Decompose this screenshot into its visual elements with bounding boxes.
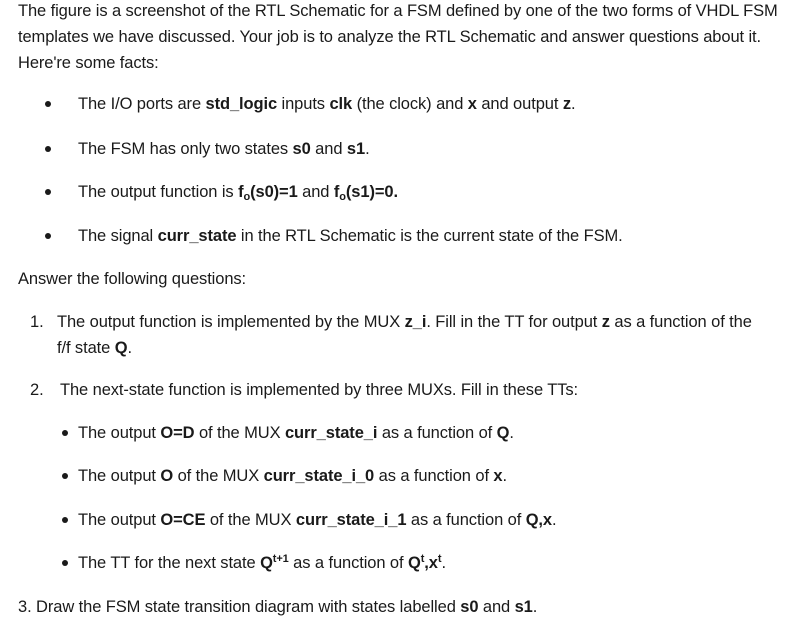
question-1-line-1: The output function is implemented by the MUX z_i. Fill in the TT for output z as a function of the (57, 313, 752, 331)
question-3: 3. Draw the FSM state transition diagram with states labelled s0 and s1. (18, 598, 538, 616)
intro-line-3: Here're some facts: (18, 54, 159, 72)
bullet-icon (62, 430, 68, 436)
question-2-item-2: The output O of the MUX curr_state_i_0 as a function of x. (78, 467, 507, 485)
bullet-icon (45, 146, 51, 152)
intro-line-2: templates we have discussed. Your job is to analyze the RTL Schematic and answer questions about it. (18, 28, 762, 46)
question-2-item-4: The TT for the next state $Q^{t+1}$ as a function of $Q^t,x^t$. (78, 553, 446, 572)
intro-line-1: The figure is a screenshot of the RTL Schematic for a FSM defined by one of the two forms of VHDL FSM (18, 2, 778, 20)
question-2-text: The next-state function is implemented by three MUXs. Fill in these TTs: (60, 381, 578, 399)
fact-io-ports: The I/O ports are std_logic inputs clk (the clock) and x and output z. (78, 95, 576, 113)
question-2-number: 2. (30, 381, 44, 399)
question-1-line-2: f/f state Q. (57, 339, 132, 357)
question-2-item-1: The output O=D of the MUX curr_state_i as a function of Q. (78, 424, 514, 442)
question-1-number: 1. (30, 313, 44, 331)
fact-curr-state: The signal curr_state in the RTL Schematic is the current state of the FSM. (78, 227, 623, 245)
bullet-icon (62, 517, 68, 523)
answer-heading: Answer the following questions: (18, 270, 247, 288)
bullet-icon (62, 560, 68, 566)
bullet-icon (45, 233, 51, 239)
question-2-item-3: The output O=CE of the MUX curr_state_i_1 as a function of Q,x. (78, 511, 557, 529)
bullet-icon (45, 189, 51, 195)
bullet-icon (45, 101, 51, 107)
fact-states: The FSM has only two states s0 and s1. (78, 140, 370, 158)
fact-output-function: The output function is $f_o(s0)=1$ and $f_o(s1)=0$. (78, 183, 398, 203)
bullet-icon (62, 473, 68, 479)
